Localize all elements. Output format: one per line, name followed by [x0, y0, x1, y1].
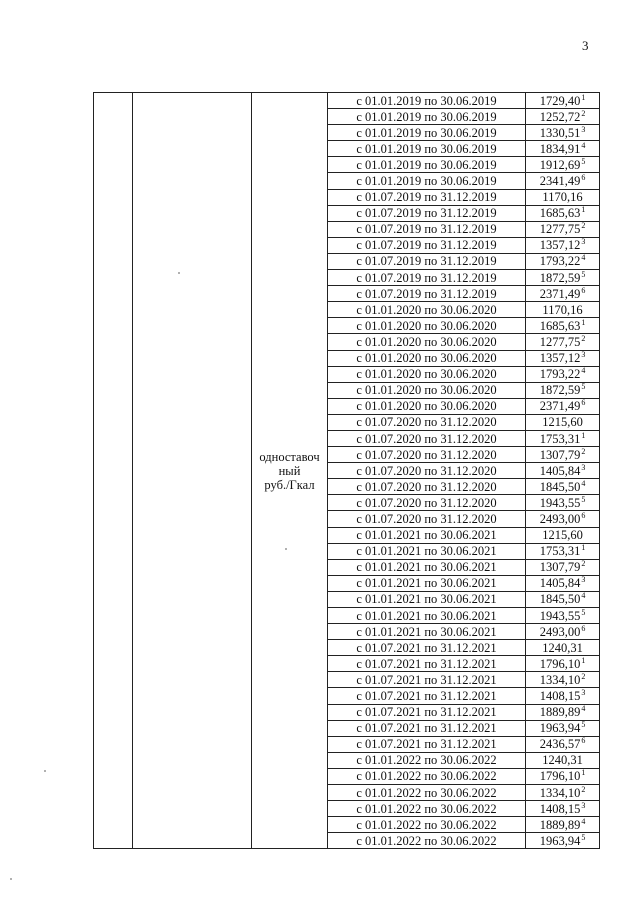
period-cell: с 01.07.2021 по 31.12.2021 — [328, 640, 526, 656]
footnote-mark: 3 — [581, 688, 586, 698]
period-cell: с 01.01.2021 по 30.06.2021 — [328, 624, 526, 640]
footnote-mark: 6 — [581, 398, 586, 408]
price-cell — [526, 527, 600, 543]
period-cell: с 01.01.2020 по 30.06.2020 — [328, 398, 526, 414]
period-cell: с 01.01.2021 по 30.06.2021 — [328, 591, 526, 607]
price-cell — [526, 334, 600, 350]
footnote-mark: 2 — [581, 559, 586, 569]
period-cell: с 01.01.2021 по 30.06.2021 — [328, 559, 526, 575]
footnote-mark: 5 — [581, 269, 586, 279]
footnote-mark: 3 — [581, 237, 586, 247]
footnote-mark: 5 — [581, 720, 586, 730]
price-cell — [526, 93, 600, 109]
footnote-mark: 6 — [581, 510, 586, 520]
price-value: 1685,63 — [539, 206, 581, 221]
price-cell — [526, 447, 600, 463]
footnote-mark: 5 — [581, 156, 586, 166]
footnote-mark: 6 — [581, 623, 586, 633]
price-cell — [526, 318, 600, 334]
price-cell — [526, 768, 600, 784]
tariff-table — [93, 92, 600, 849]
period-cell: с 01.01.2021 по 30.06.2021 — [328, 527, 526, 543]
price-value: 1240,31 — [542, 640, 583, 655]
price-value: 1872,59 — [539, 270, 581, 285]
period-cell: с 01.07.2019 по 31.12.2019 — [328, 189, 526, 205]
price-value: 1963,94 — [539, 833, 581, 848]
footnote-mark: 2 — [581, 671, 586, 681]
price-cell — [526, 382, 600, 398]
period-cell: с 01.01.2021 по 30.06.2021 — [328, 575, 526, 591]
table-row — [94, 93, 600, 109]
footnote-mark: 4 — [581, 704, 586, 714]
price-value: 2371,49 — [539, 286, 581, 301]
price-cell — [526, 575, 600, 591]
tariff-unit-line: руб./Гкал — [264, 477, 315, 492]
tariff-unit-line: одноставоч — [259, 449, 320, 464]
period-cell: с 01.01.2019 по 30.06.2019 — [328, 125, 526, 141]
price-cell — [526, 125, 600, 141]
period-cell: с 01.07.2020 по 31.12.2020 — [328, 447, 526, 463]
scan-speck — [178, 272, 180, 274]
consumer-group-cell — [133, 93, 252, 849]
price-cell — [526, 752, 600, 768]
price-value: 2436,57 — [539, 737, 581, 752]
footnote-mark: 3 — [581, 800, 586, 810]
price-cell — [526, 624, 600, 640]
period-cell: с 01.01.2022 по 30.06.2022 — [328, 785, 526, 801]
footnote-mark: 5 — [581, 832, 586, 842]
price-value: 1240,31 — [542, 753, 583, 768]
period-cell: с 01.07.2021 по 31.12.2021 — [328, 704, 526, 720]
price-value: 1408,15 — [539, 801, 581, 816]
price-cell — [526, 157, 600, 173]
scan-speck — [10, 878, 12, 880]
footnote-mark: 3 — [581, 575, 586, 585]
footnote-mark: 1 — [581, 655, 586, 665]
price-cell — [526, 141, 600, 157]
price-value: 1408,15 — [539, 689, 581, 704]
price-value: 1943,55 — [539, 608, 581, 623]
price-value: 1729,40 — [539, 93, 581, 108]
price-value: 1912,69 — [539, 157, 581, 172]
price-cell — [526, 688, 600, 704]
price-cell — [526, 720, 600, 736]
price-value: 1405,84 — [539, 463, 581, 478]
period-cell: с 01.01.2020 по 30.06.2020 — [328, 302, 526, 318]
footnote-mark: 4 — [581, 366, 586, 376]
price-value: 2341,49 — [539, 174, 581, 189]
price-cell — [526, 559, 600, 575]
price-value: 1334,10 — [539, 785, 581, 800]
price-value: 1845,50 — [539, 592, 581, 607]
footnote-mark: 5 — [581, 382, 586, 392]
price-cell — [526, 463, 600, 479]
period-cell: с 01.01.2022 по 30.06.2022 — [328, 752, 526, 768]
footnote-mark: 3 — [581, 350, 586, 360]
period-cell: с 01.01.2019 по 30.06.2019 — [328, 141, 526, 157]
period-cell: с 01.07.2020 по 31.12.2020 — [328, 414, 526, 430]
price-cell — [526, 511, 600, 527]
price-cell — [526, 430, 600, 446]
page-number: 3 — [582, 38, 589, 53]
price-cell — [526, 543, 600, 559]
period-cell: с 01.07.2021 по 31.12.2021 — [328, 736, 526, 752]
price-value: 1753,31 — [539, 544, 581, 559]
footnote-mark: 4 — [581, 816, 586, 826]
period-cell: с 01.07.2019 по 31.12.2019 — [328, 237, 526, 253]
period-cell: с 01.07.2021 по 31.12.2021 — [328, 672, 526, 688]
footnote-mark: 5 — [581, 494, 586, 504]
tariff-unit-line: ный — [278, 463, 301, 478]
price-cell — [526, 221, 600, 237]
price-value: 1170,16 — [542, 302, 583, 317]
price-cell — [526, 479, 600, 495]
price-value: 1685,63 — [539, 318, 581, 333]
price-value: 1307,79 — [539, 560, 581, 575]
price-value: 1793,22 — [539, 367, 581, 382]
price-cell — [526, 398, 600, 414]
period-cell: с 01.07.2020 по 31.12.2020 — [328, 511, 526, 527]
scan-speck — [285, 548, 287, 550]
footnote-mark: 6 — [581, 285, 586, 295]
period-cell: с 01.07.2020 по 31.12.2020 — [328, 479, 526, 495]
price-value: 2493,00 — [539, 624, 581, 639]
footnote-mark: 1 — [581, 543, 586, 553]
price-value: 1215,60 — [542, 528, 583, 543]
footnote-mark: 1 — [581, 205, 586, 215]
price-value: 1277,75 — [539, 334, 581, 349]
footnote-mark: 5 — [581, 607, 586, 617]
period-cell: с 01.01.2020 по 30.06.2020 — [328, 366, 526, 382]
tariff-table-body — [94, 93, 600, 849]
price-value: 1307,79 — [539, 447, 581, 462]
price-value: 1793,22 — [539, 254, 581, 269]
period-cell: с 01.01.2019 по 30.06.2019 — [328, 157, 526, 173]
period-cell: с 01.01.2022 по 30.06.2022 — [328, 801, 526, 817]
period-cell: с 01.01.2020 по 30.06.2020 — [328, 334, 526, 350]
period-cell: с 01.07.2019 по 31.12.2019 — [328, 270, 526, 286]
period-cell: с 01.07.2020 по 31.12.2020 — [328, 430, 526, 446]
period-cell: с 01.01.2019 по 30.06.2019 — [328, 93, 526, 109]
tariff-unit-cell — [252, 93, 328, 849]
price-value: 1277,75 — [539, 222, 581, 237]
footnote-mark: 6 — [581, 736, 586, 746]
period-cell: с 01.07.2021 по 31.12.2021 — [328, 656, 526, 672]
footnote-mark: 4 — [581, 478, 586, 488]
price-cell — [526, 253, 600, 269]
footnote-mark: 3 — [581, 462, 586, 472]
period-cell: с 01.07.2020 по 31.12.2020 — [328, 463, 526, 479]
period-cell: с 01.01.2020 по 30.06.2020 — [328, 350, 526, 366]
price-value: 2371,49 — [539, 399, 581, 414]
period-cell: с 01.01.2021 по 30.06.2021 — [328, 543, 526, 559]
price-cell — [526, 286, 600, 302]
footnote-mark: 3 — [581, 124, 586, 134]
period-cell: с 01.07.2019 по 31.12.2019 — [328, 286, 526, 302]
period-cell: с 01.01.2022 по 30.06.2022 — [328, 768, 526, 784]
footnote-mark: 1 — [581, 768, 586, 778]
footnote-mark: 2 — [581, 333, 586, 343]
footnote-mark: 4 — [581, 591, 586, 601]
price-cell — [526, 736, 600, 752]
price-cell — [526, 608, 600, 624]
period-cell: с 01.07.2021 по 31.12.2021 — [328, 688, 526, 704]
period-cell: с 01.01.2019 по 30.06.2019 — [328, 109, 526, 125]
price-value: 1252,72 — [539, 109, 581, 124]
scan-speck — [44, 770, 46, 772]
footnote-mark: 2 — [581, 221, 586, 231]
price-value: 1405,84 — [539, 576, 581, 591]
period-cell: с 01.07.2019 по 31.12.2019 — [328, 221, 526, 237]
price-cell — [526, 205, 600, 221]
footnote-mark: 1 — [581, 430, 586, 440]
price-cell — [526, 640, 600, 656]
price-cell — [526, 672, 600, 688]
price-value: 1872,59 — [539, 383, 581, 398]
price-value: 1889,89 — [539, 705, 581, 720]
price-value: 1796,10 — [539, 769, 581, 784]
price-cell — [526, 591, 600, 607]
footnote-mark: 2 — [581, 108, 586, 118]
price-cell — [526, 173, 600, 189]
price-cell — [526, 302, 600, 318]
period-cell: с 01.07.2019 по 31.12.2019 — [328, 205, 526, 221]
price-value: 1330,51 — [539, 125, 581, 140]
period-cell: с 01.01.2019 по 30.06.2019 — [328, 173, 526, 189]
footnote-mark: 4 — [581, 253, 586, 263]
footnote-mark: 1 — [581, 317, 586, 327]
price-value: 1753,31 — [539, 431, 581, 446]
footnote-mark: 1 — [581, 92, 586, 102]
price-value: 1963,94 — [539, 721, 581, 736]
period-cell: с 01.01.2022 по 30.06.2022 — [328, 833, 526, 849]
price-cell — [526, 414, 600, 430]
price-cell — [526, 350, 600, 366]
price-value: 1215,60 — [542, 415, 583, 430]
price-value: 2493,00 — [539, 511, 581, 526]
price-cell — [526, 833, 600, 849]
price-value: 1357,12 — [539, 238, 581, 253]
footnote-mark: 6 — [581, 173, 586, 183]
price-cell — [526, 109, 600, 125]
price-cell — [526, 189, 600, 205]
period-cell: с 01.07.2019 по 31.12.2019 — [328, 253, 526, 269]
price-value: 1170,16 — [542, 190, 583, 205]
price-value: 1357,12 — [539, 351, 581, 366]
footnote-mark: 2 — [581, 784, 586, 794]
price-cell — [526, 656, 600, 672]
row-number-cell — [94, 93, 133, 849]
price-cell — [526, 785, 600, 801]
period-cell: с 01.01.2021 по 30.06.2021 — [328, 608, 526, 624]
period-cell: с 01.07.2021 по 31.12.2021 — [328, 720, 526, 736]
period-cell: с 01.01.2022 по 30.06.2022 — [328, 817, 526, 833]
footnote-mark: 4 — [581, 140, 586, 150]
price-cell — [526, 817, 600, 833]
footnote-mark: 2 — [581, 446, 586, 456]
price-cell — [526, 270, 600, 286]
price-value: 1834,91 — [539, 141, 581, 156]
period-cell: с 01.01.2020 по 30.06.2020 — [328, 382, 526, 398]
price-cell — [526, 495, 600, 511]
price-value: 1845,50 — [539, 479, 581, 494]
price-value: 1889,89 — [539, 817, 581, 832]
price-cell — [526, 366, 600, 382]
price-cell — [526, 704, 600, 720]
price-value: 1796,10 — [539, 656, 581, 671]
price-value: 1334,10 — [539, 672, 581, 687]
price-cell — [526, 237, 600, 253]
period-cell: с 01.01.2020 по 30.06.2020 — [328, 318, 526, 334]
price-value: 1943,55 — [539, 495, 581, 510]
price-cell — [526, 801, 600, 817]
period-cell: с 01.07.2020 по 31.12.2020 — [328, 495, 526, 511]
